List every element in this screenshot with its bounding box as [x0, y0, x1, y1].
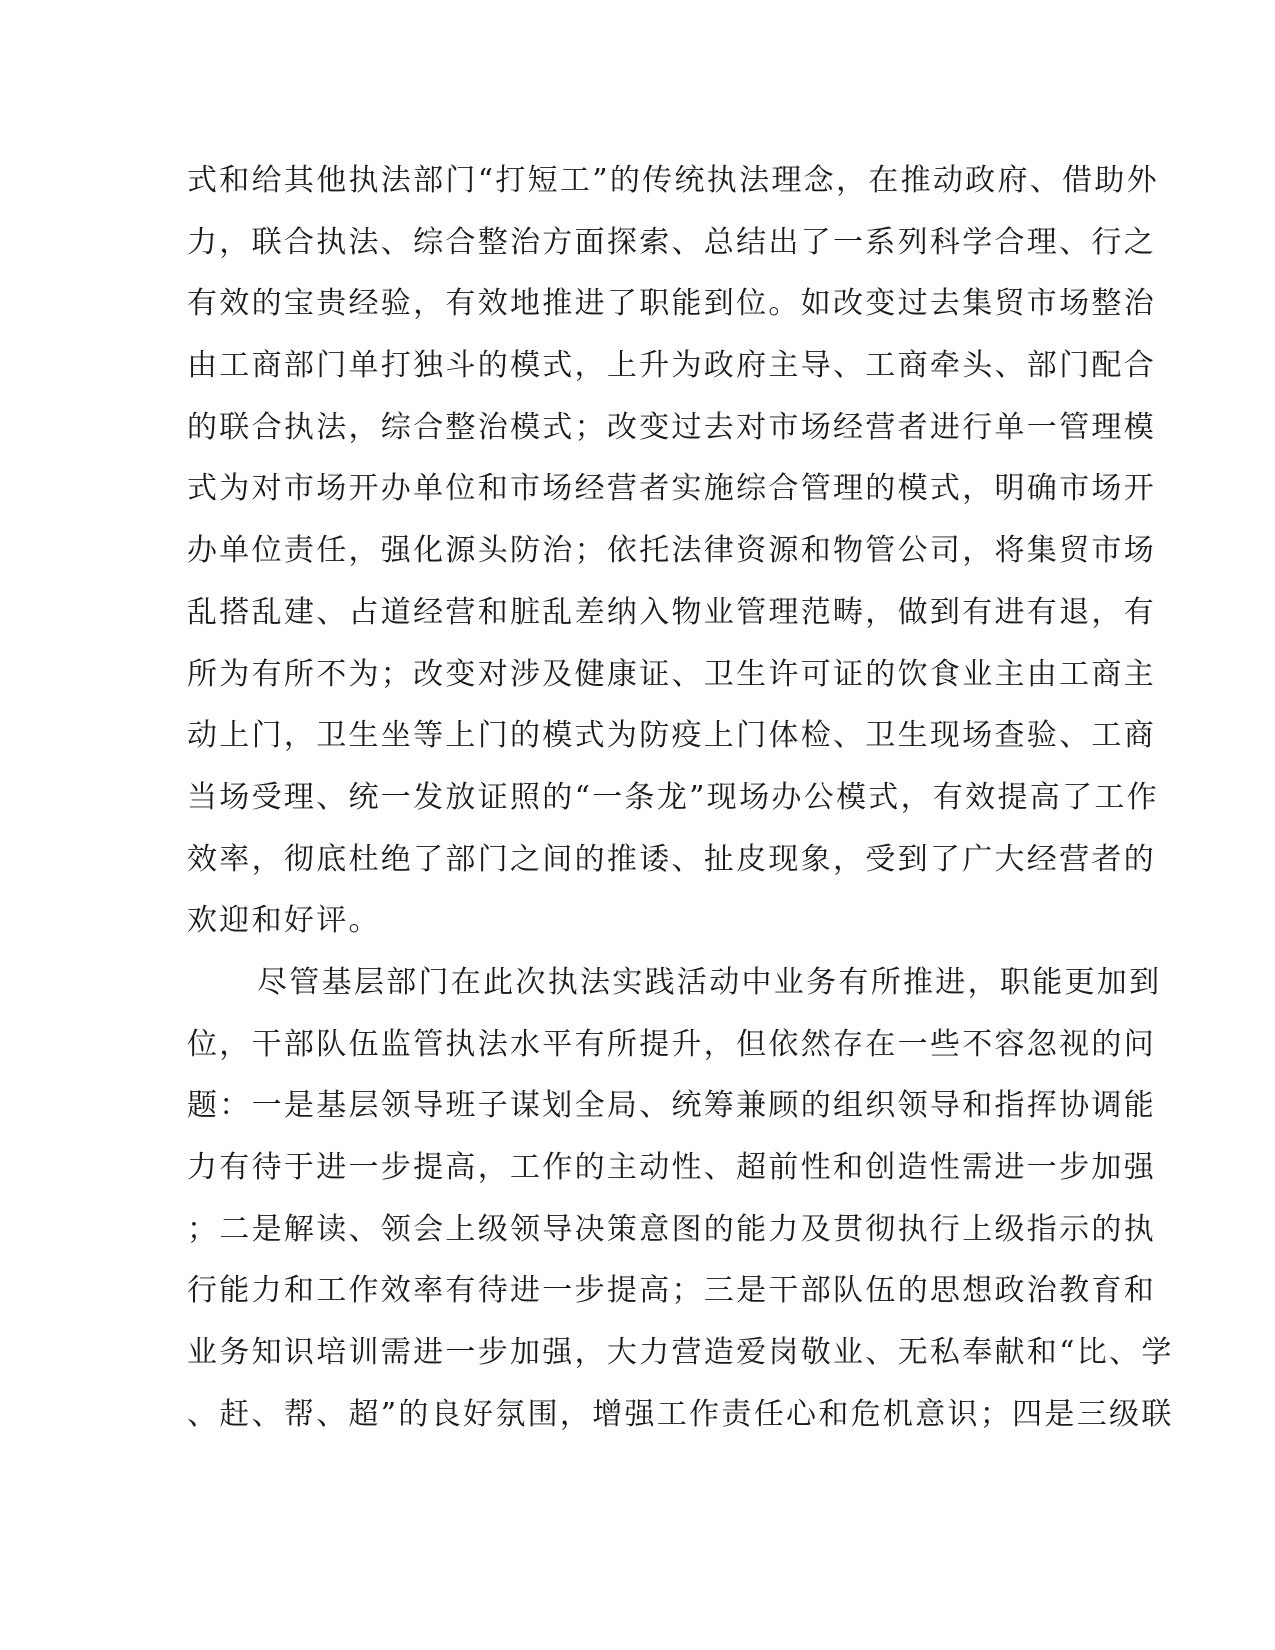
text-line: 、赶、帮、超”的良好氛围，增强工作责任心和危机意识；四是三级联	[187, 1396, 1174, 1432]
text-line: 位，干部队伍监管执法水平有所提升，但依然存在一些不容忽视的问	[187, 1026, 1156, 1062]
text-line: 式为对市场开办单位和市场经营者实施综合管理的模式，明确市场开	[187, 471, 1156, 507]
text-line: 由工商部门单打独斗的模式，上升为政府主导、工商牵头、部门配合	[187, 348, 1156, 384]
text-line: 业务知识培训需进一步加强，大力营造爱岗敬业、无私奉献和“比、学	[187, 1335, 1174, 1371]
paragraph	[187, 962, 1174, 1456]
text-line: 行能力和工作效率有待进一步提高；三是干部队伍的思想政治教育和	[187, 1273, 1156, 1309]
paragraph	[187, 160, 1159, 962]
text-line: 力，联合执法、综合整治方面探索、总结出了一系列科学合理、行之	[187, 224, 1156, 260]
text-line: 办单位责任，强化源头防治；依托法律资源和物管公司，将集贸市场	[187, 533, 1156, 569]
text-line: 的联合执法，综合整治模式；改变过去对市场经营者进行单一管理模	[187, 409, 1156, 445]
text-line: 效率，彻底杜绝了部门之间的推诿、扯皮现象，受到了广大经营者的	[187, 841, 1156, 877]
text-line: 尽管基层部门在此次执法实践活动中业务有所推进，职能更加到	[257, 964, 1162, 1000]
text-line: 所为有所不为；改变对涉及健康证、卫生许可证的饮食业主由工商主	[187, 656, 1156, 692]
text-line: 式和给其他执法部门“打短工”的传统执法理念，在推动政府、借助外	[187, 163, 1159, 198]
text-line: ；二是解读、领会上级领导决策意图的能力及贯彻执行上级指示的执	[187, 1211, 1156, 1247]
document-body	[187, 160, 1174, 1455]
text-line: 有效的宝贵经验，有效地推进了职能到位。如改变过去集贸市场整治	[187, 286, 1156, 322]
text-line: 当场受理、统一发放证照的“一条龙”现场办公模式，有效提高了工作	[187, 779, 1159, 815]
text-line: 欢迎和好评。	[187, 903, 381, 939]
text-line: 题：一是基层领导班子谋划全局、统筹兼顾的组织领导和指挥协调能	[187, 1088, 1156, 1124]
text-line: 动上门，卫生坐等上门的模式为防疫上门体检、卫生现场查验、工商	[187, 718, 1156, 754]
text-line: 力有待于进一步提高，工作的主动性、超前性和创造性需进一步加强	[187, 1150, 1156, 1185]
text-line: 乱搭乱建、占道经营和脏乱差纳入物业管理范畴，做到有进有退，有	[187, 594, 1156, 630]
